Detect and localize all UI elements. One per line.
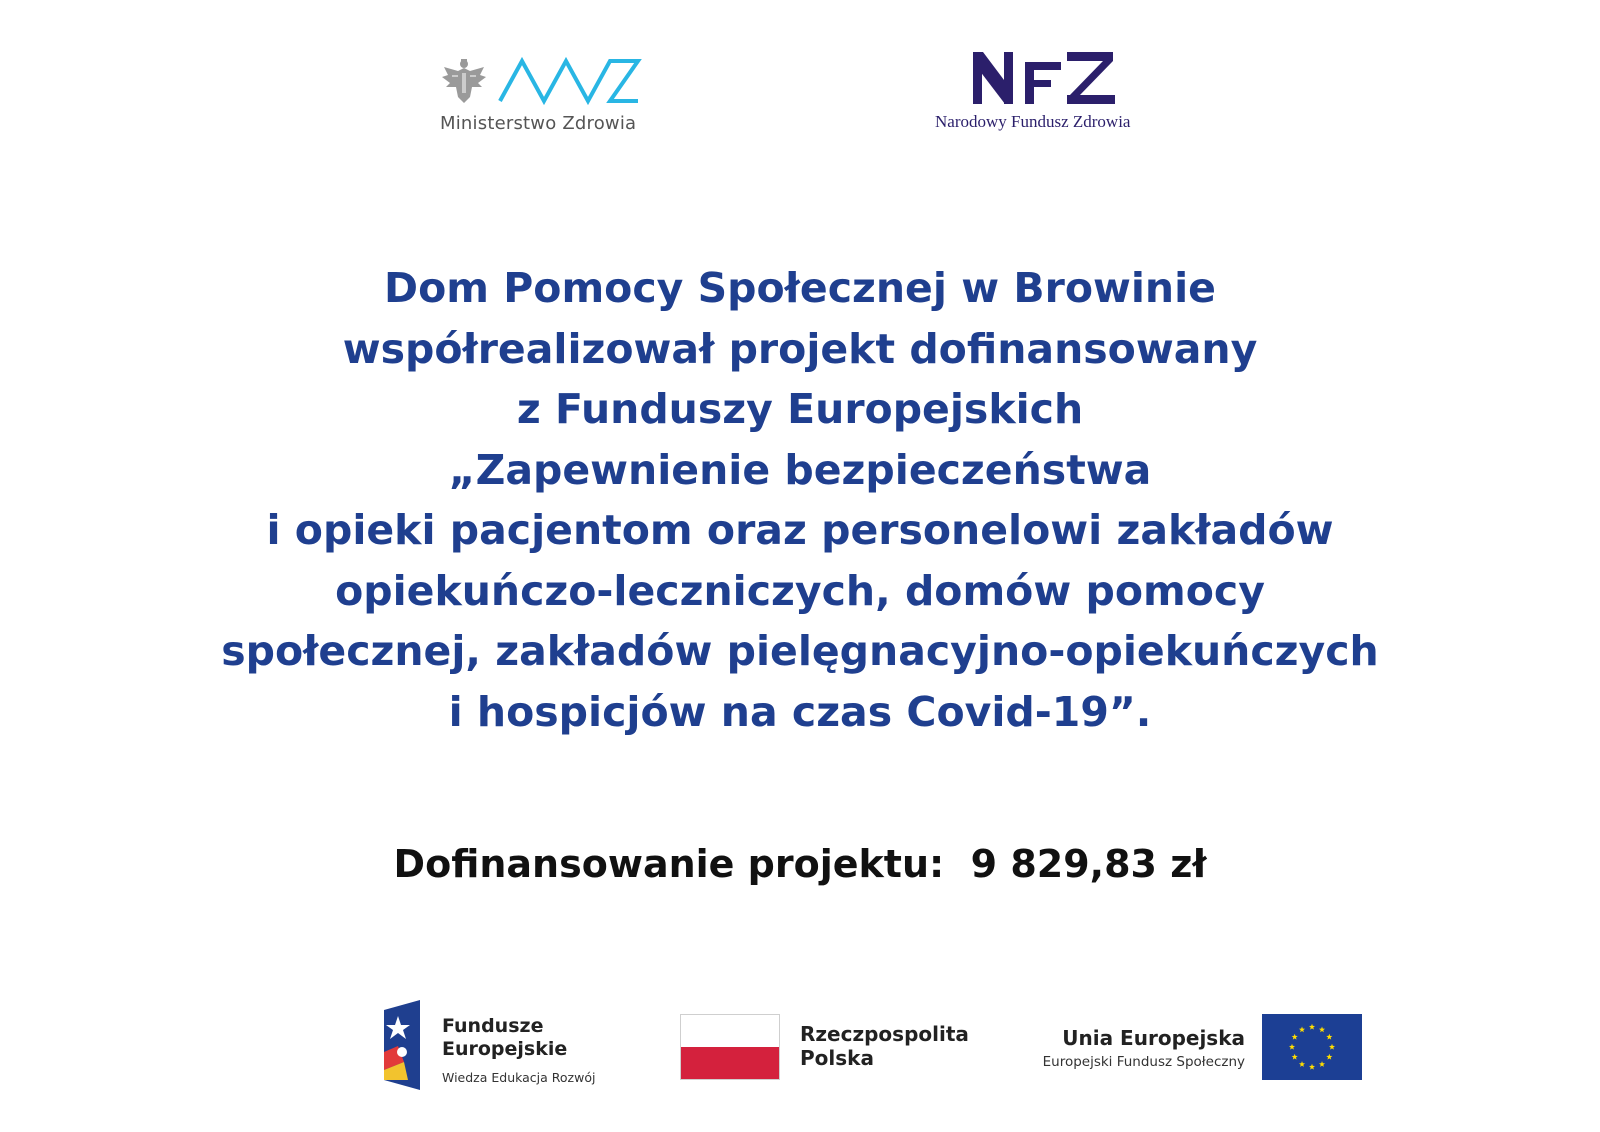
eu-star [1329, 1044, 1335, 1050]
eu-star [1319, 1026, 1325, 1032]
nfz-name: Narodowy Fundusz Zdrowia [935, 112, 1131, 131]
polish-flag-icon [680, 1014, 780, 1080]
ministry-name: Ministerstwo Zdrowia [440, 113, 637, 134]
eu-star [1309, 1064, 1315, 1070]
fe-subtitle: Wiedza Edukacja Rozwój [442, 1070, 596, 1085]
announcement-text [0, 258, 1600, 742]
announcement-line: „Zapewnienie bezpieczeństwa [448, 445, 1152, 494]
flag-white-stripe [681, 1015, 779, 1047]
eu-flag-icon [1262, 1014, 1362, 1080]
european-union-logo [1030, 1014, 1370, 1084]
eu-star [1299, 1026, 1305, 1032]
nfz-logo [935, 48, 1155, 143]
mz-wave-mark [498, 55, 648, 105]
eu-star [1292, 1054, 1298, 1060]
eu-star [1309, 1024, 1315, 1030]
announcement-line: z Funduszy Europejskich [516, 385, 1084, 433]
fe-title-line2: Europejskie [442, 1038, 568, 1060]
fe-title-line1: Fundusze [442, 1015, 544, 1037]
european-funds-star-icon [378, 1000, 424, 1090]
flag-red-stripe [681, 1047, 779, 1079]
announcement-line: Dom Pomocy Społecznej w Browinie [384, 264, 1216, 312]
rp-line1: Rzeczpospolita [800, 1022, 969, 1046]
eu-star [1299, 1061, 1305, 1067]
announcement-line: opiekuńczo-leczniczych, domów pomocy [335, 566, 1265, 615]
eu-star [1326, 1054, 1332, 1060]
eu-star [1289, 1044, 1295, 1050]
ue-line2: Europejski Fundusz Społeczny [1042, 1054, 1245, 1070]
announcement-line: i hospicjów na czas Covid-19”. [448, 687, 1152, 736]
eagle-emblem-icon [440, 57, 488, 105]
announcement-line: społecznej, zakładów pielęgnacyjno-opiekuńczych [221, 627, 1379, 675]
eu-star [1319, 1061, 1325, 1067]
funding-amount: 9 829,83 zł [970, 842, 1207, 886]
announcement-line: współrealizował projekt dofinansowany [342, 324, 1258, 373]
eu-star [1326, 1034, 1332, 1040]
announcement-line: i opieki pacjentom oraz personelowi zakładów [266, 506, 1334, 554]
rp-line2: Polska [800, 1046, 874, 1070]
european-funds-logo [378, 1000, 638, 1095]
nfz-mark [971, 48, 1121, 108]
eu-stars [1262, 1014, 1362, 1080]
republic-of-poland-logo [680, 1014, 980, 1084]
ministry-of-health-logo [440, 55, 650, 140]
funding-amount-line [0, 842, 1600, 886]
funding-label: Dofinansowanie projektu: [393, 842, 945, 886]
ue-line1: Unia Europejska [1062, 1026, 1245, 1050]
eu-star [1292, 1034, 1298, 1040]
